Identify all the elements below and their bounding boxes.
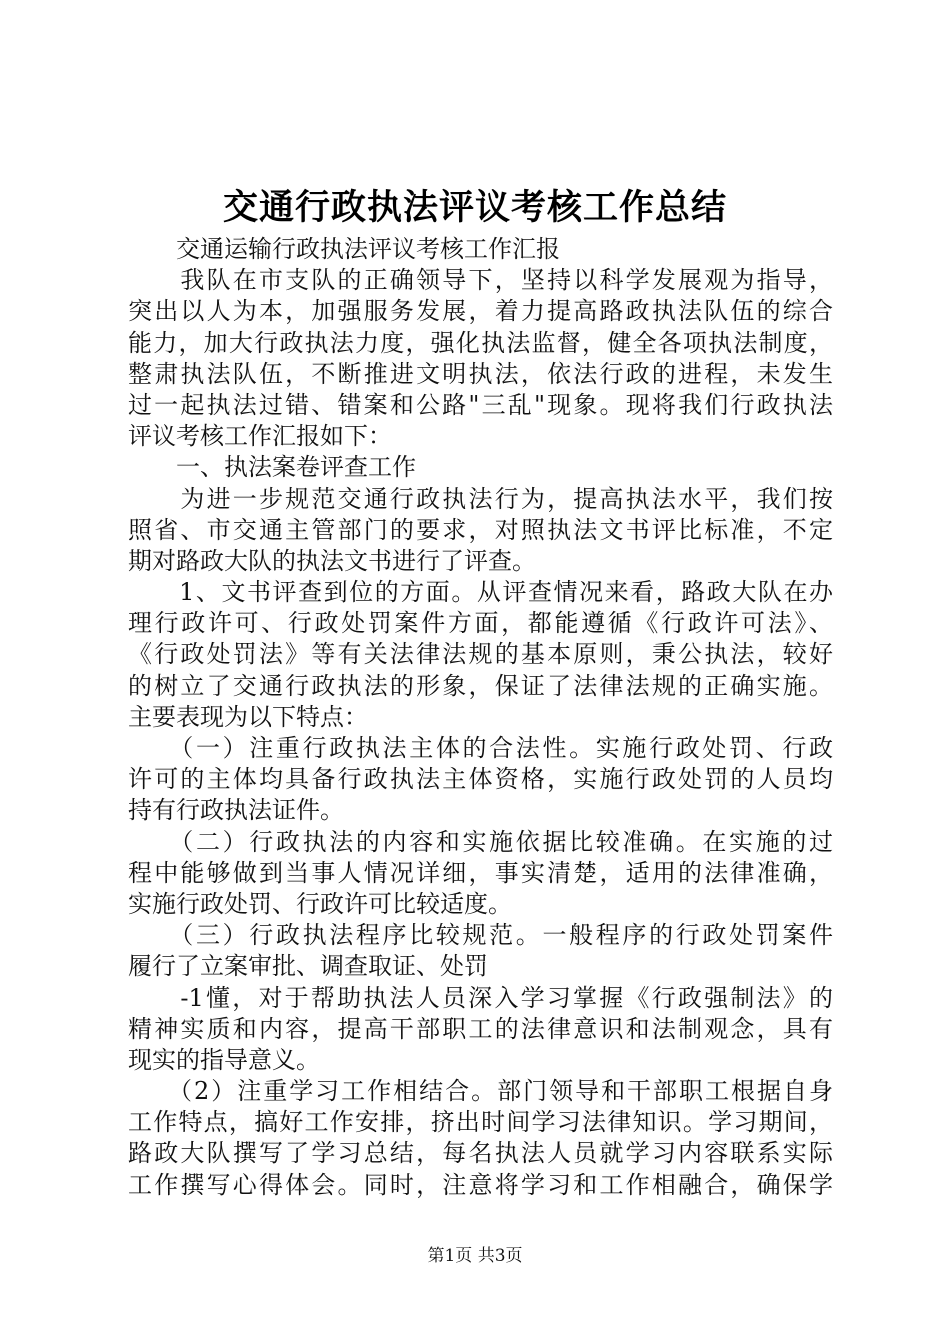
body-line: 程中能够做到当事人情况详细，事实清楚，适用的法律准确， <box>128 858 833 887</box>
body-line: 过一起执法过错、错案和公路"三乱"现象。现将我们行政执法 <box>128 390 833 419</box>
body-line: 理行政许可、行政处罚案件方面，都能遵循《行政许可法》、 <box>128 609 833 638</box>
body-line: 为进一步规范交通行政执法行为，提高执法水平，我们按 <box>128 484 833 513</box>
body-line: 我队在市支队的正确领导下，坚持以科学发展观为指导， <box>128 266 833 295</box>
body-line: 1、文书评查到位的方面。从评查情况来看，路政大队在办 <box>128 578 833 607</box>
body-line: 路政大队撰写了学习总结，每名执法人员就学习内容联系实际 <box>128 1139 833 1168</box>
body-line: （三）行政执法程序比较规范。一般程序的行政处罚案件 <box>128 921 833 950</box>
body-line: （2）注重学习工作相结合。部门领导和干部职工根据自身 <box>128 1077 833 1106</box>
body-line: 《行政处罚法》等有关法律法规的基本原则，秉公执法，较好 <box>128 640 833 669</box>
body-line: （二）行政执法的内容和实施依据比较准确。在实施的过 <box>128 827 833 856</box>
document-body <box>128 234 833 1201</box>
body-line: 主要表现为以下特点： <box>128 702 368 731</box>
document-title: 交通行政执法评议考核工作总结 <box>222 187 727 228</box>
body-line: 精神实质和内容，提高干部职工的法律意识和法制观念，具有 <box>128 1014 833 1043</box>
body-line: 工作撰写心得体会。同时，注意将学习和工作相融合，确保学 <box>128 1170 833 1199</box>
body-line: 整肃执法队伍，不断推进文明执法，依法行政的进程，未发生 <box>128 359 833 388</box>
body-line: 照省、市交通主管部门的要求，对照执法文书评比标准，不定 <box>128 515 833 544</box>
body-line: 工作特点，搞好工作安排，挤出时间学习法律知识。学习期间， <box>128 1108 833 1137</box>
body-line: 履行了立案审批、调查取证、处罚 <box>128 952 488 981</box>
body-line: 突出以人为本，加强服务发展，着力提高路政执法队伍的综合 <box>128 297 833 326</box>
body-line: （一）注重行政执法主体的合法性。实施行政处罚、行政 <box>128 734 833 762</box>
body-line: -1懂，对于帮助执法人员深入学习掌握《行政强制法》的 <box>128 983 833 1012</box>
body-line: 能力，加大行政执法力度，强化执法监督，健全各项执法制度， <box>128 328 833 357</box>
page-footer: 第1页 共3页 <box>427 1246 523 1266</box>
body-line: 期对路政大队的执法文书进行了评查。 <box>128 546 536 575</box>
body-line: 许可的主体均具备行政执法主体资格，实施行政处罚的人员均 <box>128 765 833 794</box>
body-line: 现实的指导意义。 <box>128 1045 320 1074</box>
body-line: 一、执法案卷评查工作 <box>128 453 416 482</box>
body-line: 持有行政执法证件。 <box>128 796 344 825</box>
body-line: 实施行政处罚、行政许可比较适度。 <box>128 889 512 918</box>
body-line: 评议考核工作汇报如下： <box>128 422 392 451</box>
body-line: 交通运输行政执法评议考核工作汇报 <box>128 235 560 263</box>
body-line: 的树立了交通行政执法的形象，保证了法律法规的正确实施。 <box>128 671 833 700</box>
